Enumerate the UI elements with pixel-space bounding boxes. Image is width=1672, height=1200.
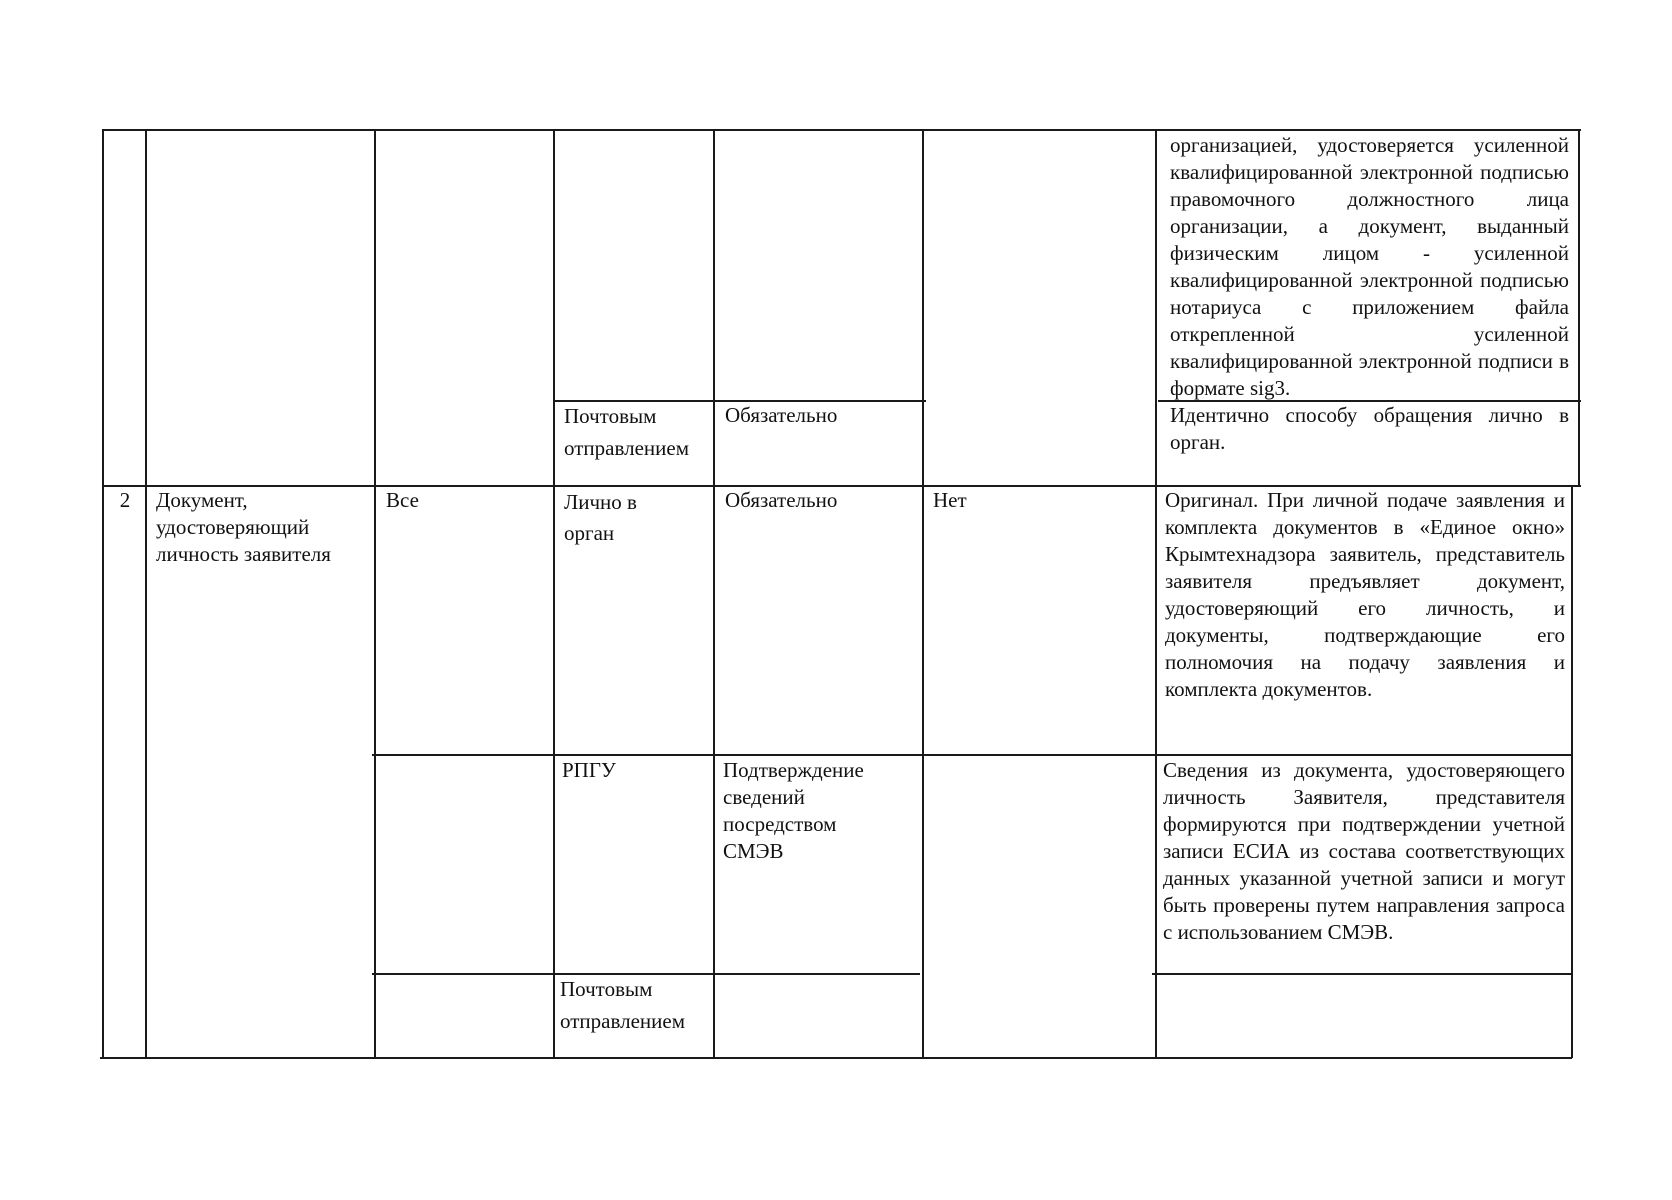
row1-postal-requirements: Идентично способу обращения лично в орган. <box>1170 403 1569 454</box>
col-border-3 <box>553 129 555 1058</box>
row2-rpgu-requirements: Сведения из документа, удостоверяющего личность Заявителя, представителя формируются при подтверждении учетной записи ЕСИА из состава соответствующих данных указанной учетной записи и могут быть проверены путем направления запроса с использованием СМЭВ. <box>1163 758 1565 944</box>
row2-document-name: Документ, удостоверяющий личность заявителя <box>156 488 331 566</box>
table-top-border <box>103 129 1581 131</box>
row2-rpgu-divider <box>372 754 1572 756</box>
col-border-7b <box>1571 486 1573 1058</box>
col-border-5 <box>922 129 924 1058</box>
row2-rpgu-method: РПГУ <box>562 758 616 782</box>
row2-postal-method: Почтовым отправлением <box>560 977 685 1033</box>
row2-category: Все <box>386 488 419 512</box>
col-border-0 <box>102 129 104 1058</box>
row1-postal-obligation: Обязательно <box>725 403 838 427</box>
row2-number: 2 <box>119 488 131 512</box>
col-border-2 <box>374 129 376 1058</box>
col-border-4 <box>713 129 715 1058</box>
col-border-1 <box>145 129 147 1058</box>
row2-in-person-requirements: Оригинал. При личной подаче заявления и комплекта документов в «Единое окно» Крымтехнадзора заявитель, представитель заявителя предъявляет документ, удостоверяющий его личность, и документы, подтверждающие его полномочия на подачу заявления и комплекта документов. <box>1165 488 1565 701</box>
col-border-7 <box>1578 129 1580 486</box>
table-bottom-border <box>100 1057 1572 1059</box>
row2-in-person-obligation: Обязательно <box>725 488 838 512</box>
row2-conditional: Нет <box>933 488 967 512</box>
row1-postal-method: Почтовым отправлением <box>564 404 689 460</box>
row2-postal-divider-req <box>1152 973 1572 975</box>
col-border-6 <box>1155 129 1157 1058</box>
row2-in-person-method: Лично в орган <box>564 490 637 545</box>
row1-requirements-text: организацией, удостоверяется усиленной квалифицированной электронной подписью правомочного должностного лица организации, а документ, выданный физическим лицом - усиленной квалифицированной электронной подписью нотариуса с приложением файла открепленной усиленной квалифицированной электронной подписи в формате sig3. <box>1170 133 1569 400</box>
row2-rpgu-obligation: Подтверждение сведений посредством СМЭВ <box>723 758 864 863</box>
